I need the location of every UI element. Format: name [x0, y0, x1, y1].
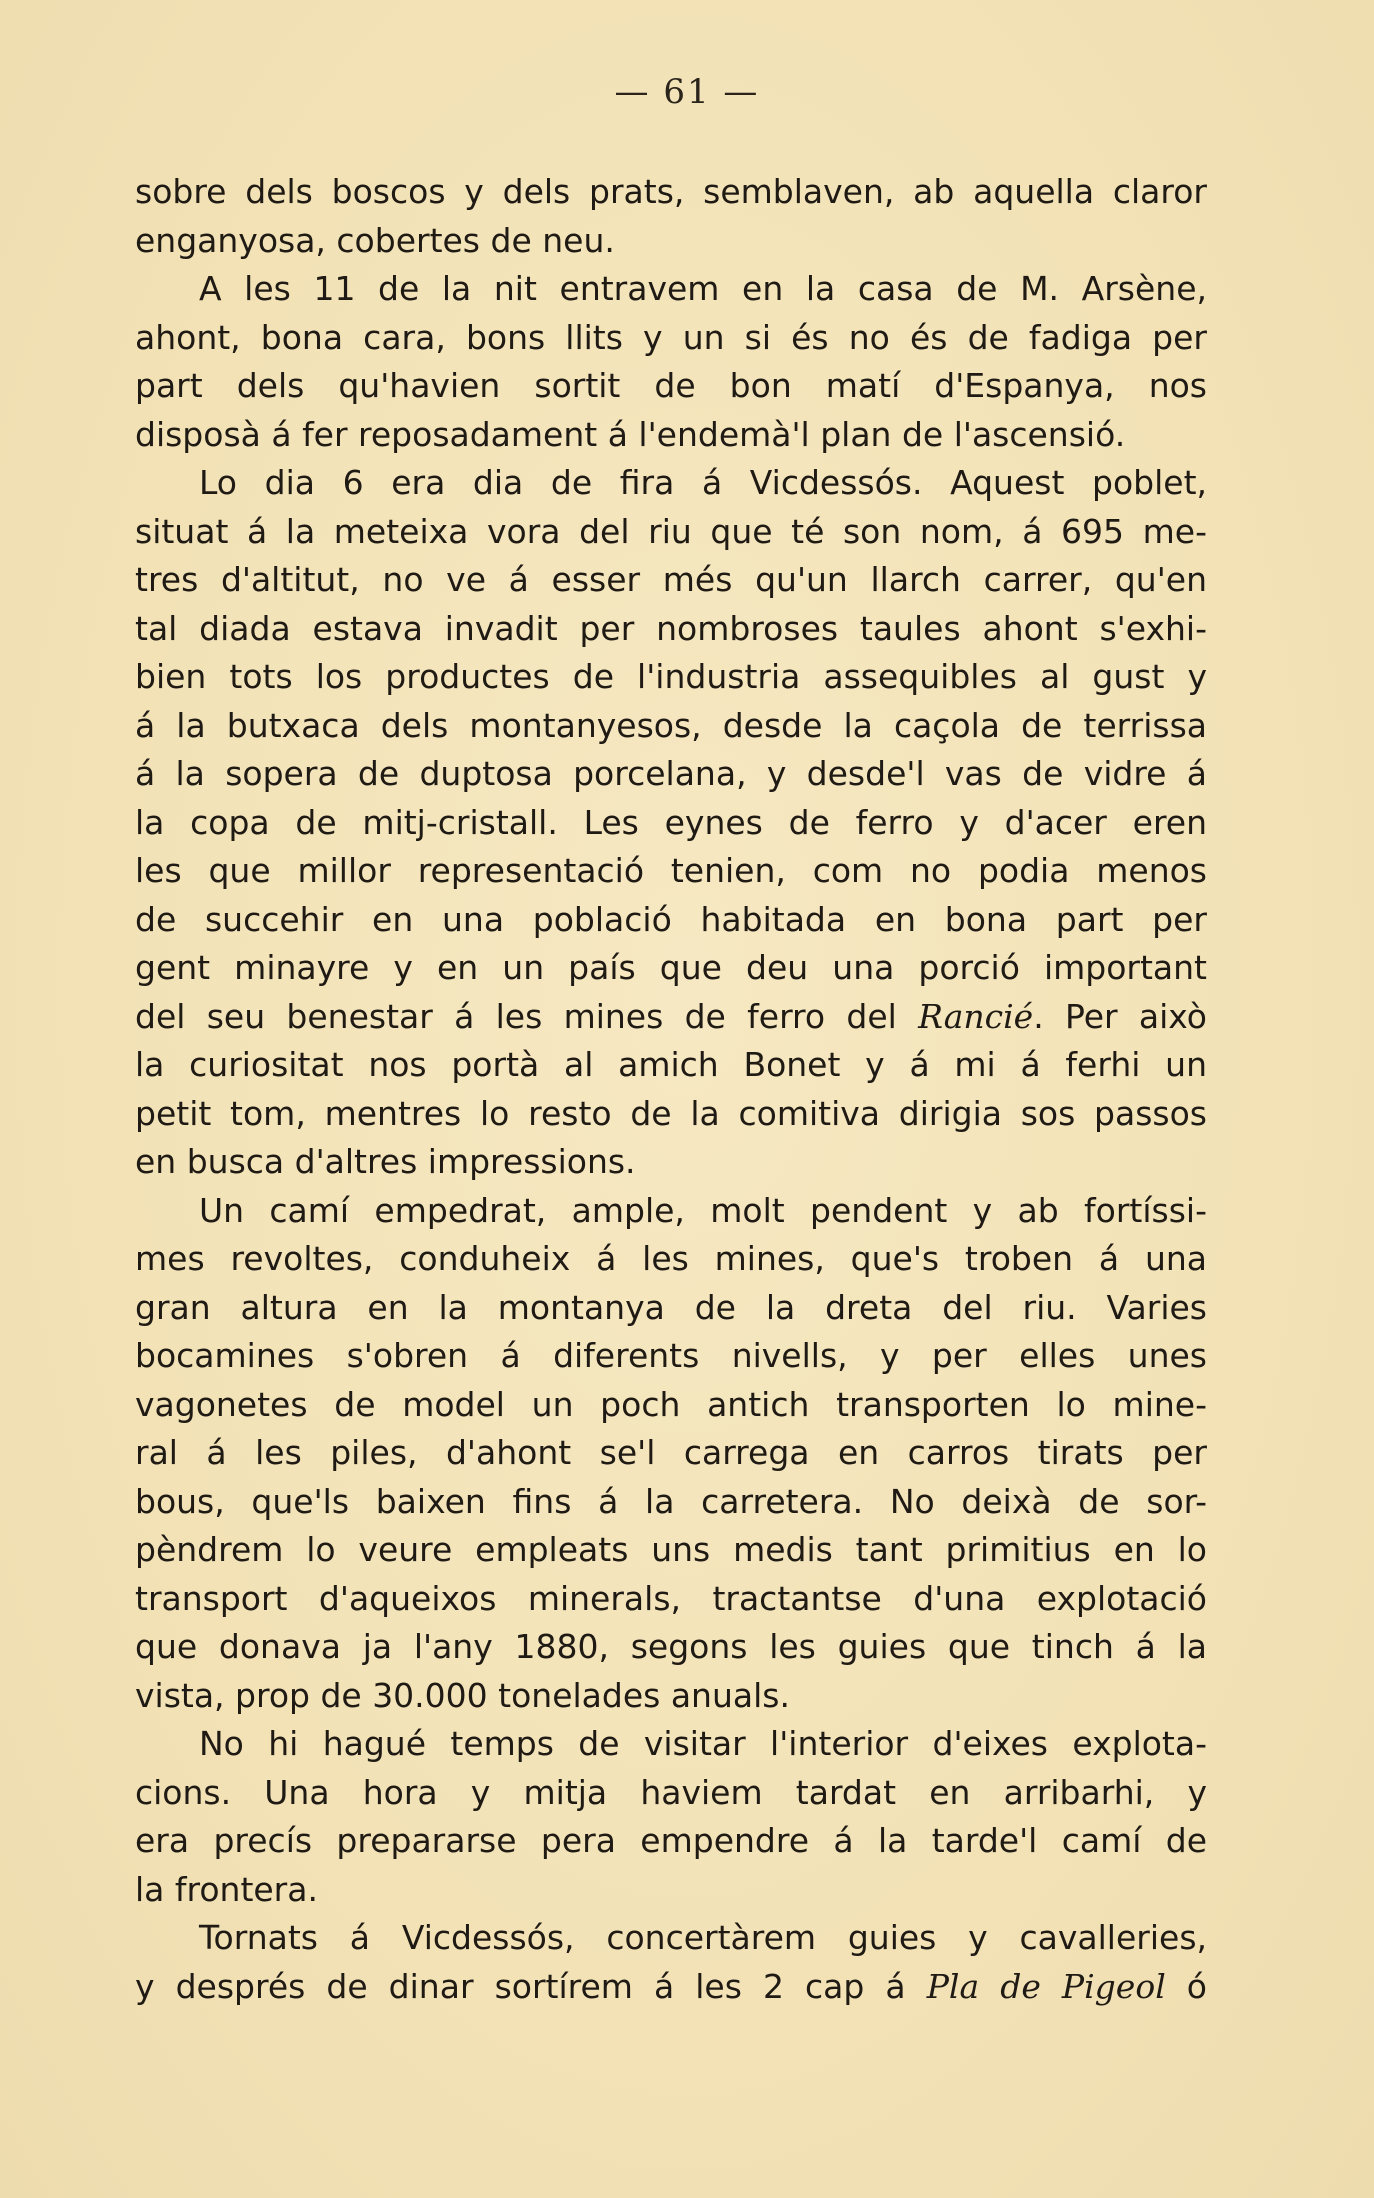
text-segment: vagonetes de model un poch antich transporten lo mine-	[135, 1384, 1207, 1424]
text-line	[135, 1963, 1207, 2012]
text-segment: . Per això	[1033, 996, 1207, 1036]
text-segment: Tornats á Vicdessós, concertàrem guies y cavalleries,	[199, 1918, 1207, 1957]
text-line	[135, 896, 1207, 945]
text-segment: mes revoltes, conduheix á les mines, que's troben á una	[135, 1239, 1207, 1278]
text-segment: situat á la meteixa vora del riu que té son nom, á 695 me-	[135, 511, 1207, 551]
text-line	[135, 168, 1207, 217]
text-line	[135, 1623, 1207, 1672]
text-line	[135, 1526, 1207, 1575]
text-line	[135, 1187, 1207, 1236]
text-segment: la curiositat nos portà al amich Bonet y á mi á ferhi un	[135, 1045, 1207, 1084]
text-line	[135, 411, 1207, 460]
text-segment: que donava ja l'any 1880, segons les guies que tinch á la	[135, 1627, 1207, 1666]
text-line	[135, 459, 1207, 508]
text-segment: disposà á fer reposadament á l'endemà'l plan de l'ascensió.	[135, 414, 1126, 454]
text-line	[135, 217, 1207, 266]
text-line	[135, 944, 1207, 993]
text-segment: en busca d'altres impressions.	[135, 1142, 636, 1181]
text-line	[135, 1672, 1207, 1721]
text-segment: á la butxaca dels montanyesos, desde la caçola de terrissa	[135, 705, 1207, 745]
text-line	[135, 1284, 1207, 1333]
text-line	[135, 1575, 1207, 1624]
text-segment: transport d'aqueixos minerals, tractantse d'una explotació	[135, 1578, 1207, 1618]
text-segment: vista, prop de 30.000 tonelades anuals.	[135, 1675, 790, 1715]
text-line	[135, 556, 1207, 605]
text-segment: bien tots los productes de l'industria assequibles al gust y	[135, 657, 1207, 696]
text-segment: pèndrem lo veure empleats uns medis tant primitius en lo	[135, 1530, 1207, 1569]
text-line	[135, 847, 1207, 896]
text-segment: la frontera.	[135, 1869, 318, 1909]
body-text	[135, 168, 1207, 2011]
text-segment: de succehir en una població habitada en bona part per	[135, 899, 1207, 939]
text-line	[135, 265, 1207, 314]
text-segment: bous, que'ls baixen fins á la carretera. No deixà de sor-	[135, 1481, 1207, 1521]
text-segment: Un camí empedrat, ample, molt pendent y ab fortíssi-	[199, 1190, 1207, 1230]
italic-term: Rancié	[918, 996, 1034, 1036]
text-line	[135, 605, 1207, 654]
text-line	[135, 653, 1207, 702]
text-line	[135, 702, 1207, 751]
italic-term: Pla de Pigeol	[926, 1966, 1166, 2006]
text-segment: tres d'altitut, no ve á esser més qu'un llarch carrer, qu'en	[135, 560, 1207, 599]
text-segment: á la sopera de duptosa porcelana, y desde'l vas de vidre á	[135, 754, 1207, 793]
text-segment: era precís prepararse pera empendre á la tarde'l camí de	[135, 1821, 1207, 1860]
text-segment: gent minayre y en un país que deu una porció important	[135, 948, 1207, 987]
text-segment: enganyosa, cobertes de neu.	[135, 220, 615, 260]
text-line	[135, 1138, 1207, 1187]
text-segment: cions. Una hora y mitja haviem tardat en arribarhi, y	[135, 1772, 1207, 1812]
text-line	[135, 1914, 1207, 1963]
text-line	[135, 1769, 1207, 1818]
text-segment: del seu benestar á les mines de ferro del	[135, 996, 919, 1036]
text-segment: bocamines s'obren á diferents nivells, y per elles unes	[135, 1336, 1207, 1375]
text-line	[135, 799, 1207, 848]
text-segment: les que millor representació tenien, com no podia menos	[135, 851, 1207, 890]
text-segment: gran altura en la montanya de la dreta del riu. Varies	[135, 1287, 1207, 1327]
text-line	[135, 1429, 1207, 1478]
text-segment: y després de dinar sortírem á les 2 cap á	[135, 1966, 927, 2006]
text-segment: tal diada estava invadit per nombroses taules ahont s'exhi-	[135, 608, 1207, 648]
text-line	[135, 1235, 1207, 1284]
text-line	[135, 1332, 1207, 1381]
text-line	[135, 1478, 1207, 1527]
text-line	[135, 508, 1207, 557]
text-segment: No hi hagué temps de visitar l'interior d'eixes explota-	[199, 1724, 1207, 1763]
text-line	[135, 750, 1207, 799]
text-segment: sobre dels boscos y dels prats, semblaven, ab aquella claror	[135, 172, 1207, 211]
text-segment: la copa de mitj-cristall. Les eynes de ferro y d'acer eren	[135, 802, 1207, 842]
text-segment: part dels qu'havien sortit de bon matí d'Espanya, nos	[135, 366, 1207, 405]
text-segment: ahont, bona cara, bons llits y un si és no és de fadiga per	[135, 317, 1207, 357]
text-segment: ral á les piles, d'ahont se'l carrega en carros tirats per	[135, 1433, 1207, 1472]
text-line	[135, 1090, 1207, 1139]
text-line	[135, 993, 1207, 1042]
text-line	[135, 314, 1207, 363]
text-line	[135, 1381, 1207, 1430]
text-line	[135, 1041, 1207, 1090]
text-segment: Lo dia 6 era dia de fira á Vicdessós. Aquest poblet,	[199, 463, 1207, 502]
text-segment: A les 11 de la nit entravem en la casa de M. Arsène,	[199, 269, 1207, 308]
text-segment: ó	[1165, 1966, 1207, 2006]
page-number: — 61 —	[614, 72, 760, 112]
text-line	[135, 1720, 1207, 1769]
text-line	[135, 1866, 1207, 1915]
text-segment: petit tom, mentres lo resto de la comitiva dirigia sos passos	[135, 1093, 1207, 1133]
text-line	[135, 362, 1207, 411]
text-line	[135, 1817, 1207, 1866]
